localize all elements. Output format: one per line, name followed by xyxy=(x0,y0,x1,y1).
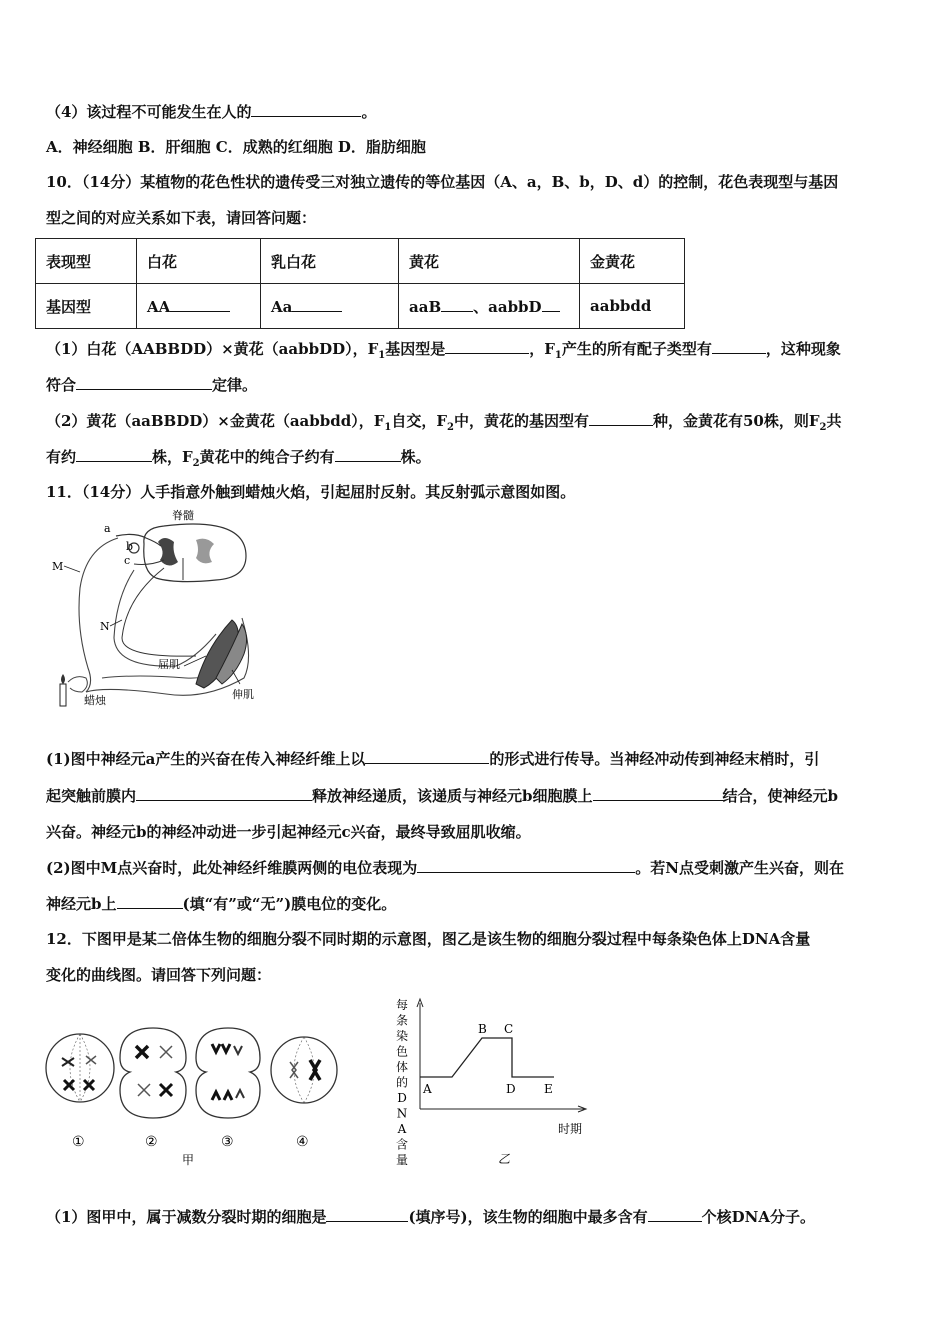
table-cell: 乳白花 xyxy=(261,239,399,284)
subscript: 1 xyxy=(384,422,392,433)
text: （1）图甲中，属于减数分裂时期的细胞是 xyxy=(46,1208,327,1226)
q11-part2-line2 xyxy=(46,894,396,914)
text: 符合 xyxy=(46,376,77,394)
figure-yi-label: 乙 xyxy=(498,1152,511,1166)
point-E: E xyxy=(544,1082,553,1096)
subscript: 1 xyxy=(554,350,562,361)
label-flexor: 屈肌 xyxy=(158,658,180,671)
answer-blank[interactable] xyxy=(251,102,361,117)
cell-3 xyxy=(196,1028,260,1118)
q10-part1-line2 xyxy=(46,375,257,395)
subscript: 1 xyxy=(378,350,386,361)
hand-shape xyxy=(68,677,87,692)
point-D: D xyxy=(506,1082,516,1096)
table-cell: 表现型 xyxy=(36,239,137,284)
answer-blank[interactable] xyxy=(589,411,653,426)
q9-part4-end: 。 xyxy=(361,103,377,121)
q11-part2-line1 xyxy=(46,858,844,878)
text: 定律。 xyxy=(212,376,258,394)
answer-blank[interactable] xyxy=(292,297,342,312)
answer-blank[interactable] xyxy=(593,786,723,801)
figure-jia-label: 甲 xyxy=(182,1153,195,1167)
q9-options: A．神经细胞 B．肝细胞 C．成熟的红细胞 D．脂肪细胞 xyxy=(46,138,426,156)
point-C: C xyxy=(504,1022,514,1036)
y-axis-label-char: 每 xyxy=(395,998,409,1012)
cell-2 xyxy=(120,1028,186,1118)
y-axis-label-char: 体 xyxy=(395,1060,409,1074)
q11-part1-line3: 兴奋。神经元b的神经冲动进一步引起神经元c兴奋，最终导致屈肌收缩。 xyxy=(46,823,531,841)
genotype-white: AA xyxy=(147,297,171,316)
text: 的形式进行传导。当神经冲动传到神经末梢时，引 xyxy=(489,750,820,768)
text: 自交，F xyxy=(391,412,447,430)
q12-stem-line1: 12．下图甲是某二倍体生物的细胞分裂不同时期的示意图，图乙是该生物的细胞分裂过程中每条染色体上DNA含量 xyxy=(46,930,811,948)
text: 产生的所有配子类型有 xyxy=(561,340,712,358)
text: 株，F xyxy=(152,448,193,466)
answer-blank[interactable] xyxy=(335,447,401,462)
label-candle: 蜡烛 xyxy=(84,694,106,707)
answer-blank[interactable] xyxy=(170,297,230,312)
answer-blank[interactable] xyxy=(542,297,560,312)
cell-4 xyxy=(271,1037,337,1103)
text: 。若N点受刺激产生兴奋，则在 xyxy=(635,859,844,877)
text: 中，黄花的基因型有 xyxy=(453,412,589,430)
point-A: A xyxy=(423,1082,432,1096)
q11-part1-line2 xyxy=(46,786,838,806)
y-axis-label-char: A xyxy=(397,1122,407,1136)
text: 共 xyxy=(826,412,842,430)
q9-part4 xyxy=(46,102,376,122)
text: （1）白花（AABBDD）×黄花（aabbDD），F xyxy=(46,340,379,358)
text: 起突触前膜内 xyxy=(46,787,137,805)
table-cell: 基因型 xyxy=(36,284,137,329)
y-axis-label-char: 条 xyxy=(395,1013,409,1028)
table-cell xyxy=(261,284,399,329)
answer-blank[interactable] xyxy=(712,339,766,354)
text: 有约 xyxy=(46,448,77,466)
genotype-yellow-2: 、aabbD xyxy=(473,297,542,316)
point-B: B xyxy=(478,1022,487,1036)
cell-label: ④ xyxy=(296,1134,309,1150)
answer-blank[interactable] xyxy=(441,297,473,312)
text: ，F xyxy=(529,340,555,358)
q10-part1-line1 xyxy=(46,339,841,359)
answer-blank[interactable] xyxy=(648,1207,702,1222)
label-b: b xyxy=(126,540,134,553)
label-c: c xyxy=(124,554,131,567)
text: (1)图中神经元a产生的兴奋在传入神经纤维上以 xyxy=(46,750,366,768)
genotype-table xyxy=(35,238,685,329)
answer-blank[interactable] xyxy=(76,447,152,462)
spinal-cord-shape xyxy=(144,524,246,582)
table-row xyxy=(36,284,685,329)
q10-part2-line1 xyxy=(46,411,841,431)
subscript: 2 xyxy=(192,458,200,469)
q10-stem1: 10．（14分）某植物的花色性状的遗传受三对独立遗传的等位基因（A、a，B、b，D、d）的控制，花色表现型与基因 xyxy=(46,173,839,191)
text: 神经元b上 xyxy=(46,895,117,913)
dna-content-chart xyxy=(392,995,592,1170)
genotype-yellow-1: aaB xyxy=(409,297,442,316)
flame-icon xyxy=(61,674,65,684)
label-extensor: 伸肌 xyxy=(232,688,254,701)
table-row xyxy=(36,239,685,284)
label-M: M xyxy=(52,560,64,573)
answer-blank[interactable] xyxy=(326,1207,408,1222)
text: 黄花中的纯合子约有 xyxy=(199,448,335,466)
text: (填“有”或“无”)膜电位的变化。 xyxy=(182,895,397,913)
candle-icon xyxy=(60,684,66,706)
cell-division-figure xyxy=(40,1018,340,1168)
answer-blank[interactable] xyxy=(445,339,529,354)
text: (填序号)，该生物的细胞中最多含有 xyxy=(408,1208,648,1226)
label-N: N xyxy=(100,620,110,633)
text: 基因型是 xyxy=(385,340,446,358)
cell-label: ③ xyxy=(221,1134,234,1150)
genotype-milk: Aa xyxy=(271,297,293,316)
text: 种，金黄花有50株，则F xyxy=(652,412,820,430)
answer-blank[interactable] xyxy=(117,894,183,909)
text: （2）黄花（aaBBDD）×金黄花（aabbdd），F xyxy=(46,412,385,430)
text: 株。 xyxy=(400,448,431,466)
y-axis-label xyxy=(396,997,408,1167)
q10-stem-line1 xyxy=(46,172,838,192)
answer-blank[interactable] xyxy=(136,786,312,801)
table-cell xyxy=(399,284,580,329)
answer-blank[interactable] xyxy=(417,858,635,873)
q11-stem: 11．（14分）人手指意外触到蜡烛火焰，引起屈肘反射。其反射弧示意图如图。 xyxy=(46,483,576,501)
arm-lower-outline xyxy=(114,570,216,666)
label-a: a xyxy=(104,522,111,535)
y-axis-label-char: 量 xyxy=(395,1153,409,1167)
arm-upper-outline xyxy=(79,538,118,692)
text: 结合，使神经元b xyxy=(722,787,839,805)
text: 释放神经递质，该递质与神经元b细胞膜上 xyxy=(312,787,593,805)
y-axis-label-char: 含 xyxy=(395,1137,409,1152)
subscript: 2 xyxy=(819,422,827,433)
text: 个核DNA分子。 xyxy=(701,1208,816,1226)
y-axis-label-char: 色 xyxy=(395,1044,409,1059)
y-axis-label-char: 染 xyxy=(395,1029,409,1043)
answer-blank[interactable] xyxy=(365,749,489,764)
M-pointer xyxy=(64,566,80,572)
q12-stem-line2: 变化的曲线图。请回答下列问题： xyxy=(46,966,272,984)
q9-part4-text: （4）该过程不可能发生在人的 xyxy=(46,103,252,121)
y-axis-label-char: N xyxy=(396,1106,408,1121)
text: (2)图中M点兴奋时，此处神经纤维膜两侧的电位表现为 xyxy=(46,859,418,877)
table-cell: 黄花 xyxy=(399,239,580,284)
table-cell xyxy=(137,284,261,329)
text: ，这种现象 xyxy=(765,340,841,358)
q12-part1 xyxy=(46,1207,815,1227)
reflex-arc-figure xyxy=(46,508,276,713)
q10-part2-line2 xyxy=(46,447,431,467)
q11-part1-line1 xyxy=(46,749,819,769)
x-axis-label: 时期 xyxy=(558,1122,583,1136)
table-cell: aabbdd xyxy=(580,284,685,329)
subscript: 2 xyxy=(446,422,454,433)
q10-stem-line2: 型之间的对应关系如下表，请回答问题： xyxy=(46,209,317,227)
cell-label: ① xyxy=(72,1134,85,1150)
label-spinal-cord: 脊髓 xyxy=(172,509,194,522)
answer-blank[interactable] xyxy=(76,375,212,390)
y-axis-label-char: 的 xyxy=(395,1075,409,1090)
table-cell: 白花 xyxy=(137,239,261,284)
table-cell: 金黄花 xyxy=(580,239,685,284)
dna-curve xyxy=(420,1038,554,1077)
y-axis-label-char: D xyxy=(397,1091,407,1105)
cell-label: ② xyxy=(145,1134,158,1150)
